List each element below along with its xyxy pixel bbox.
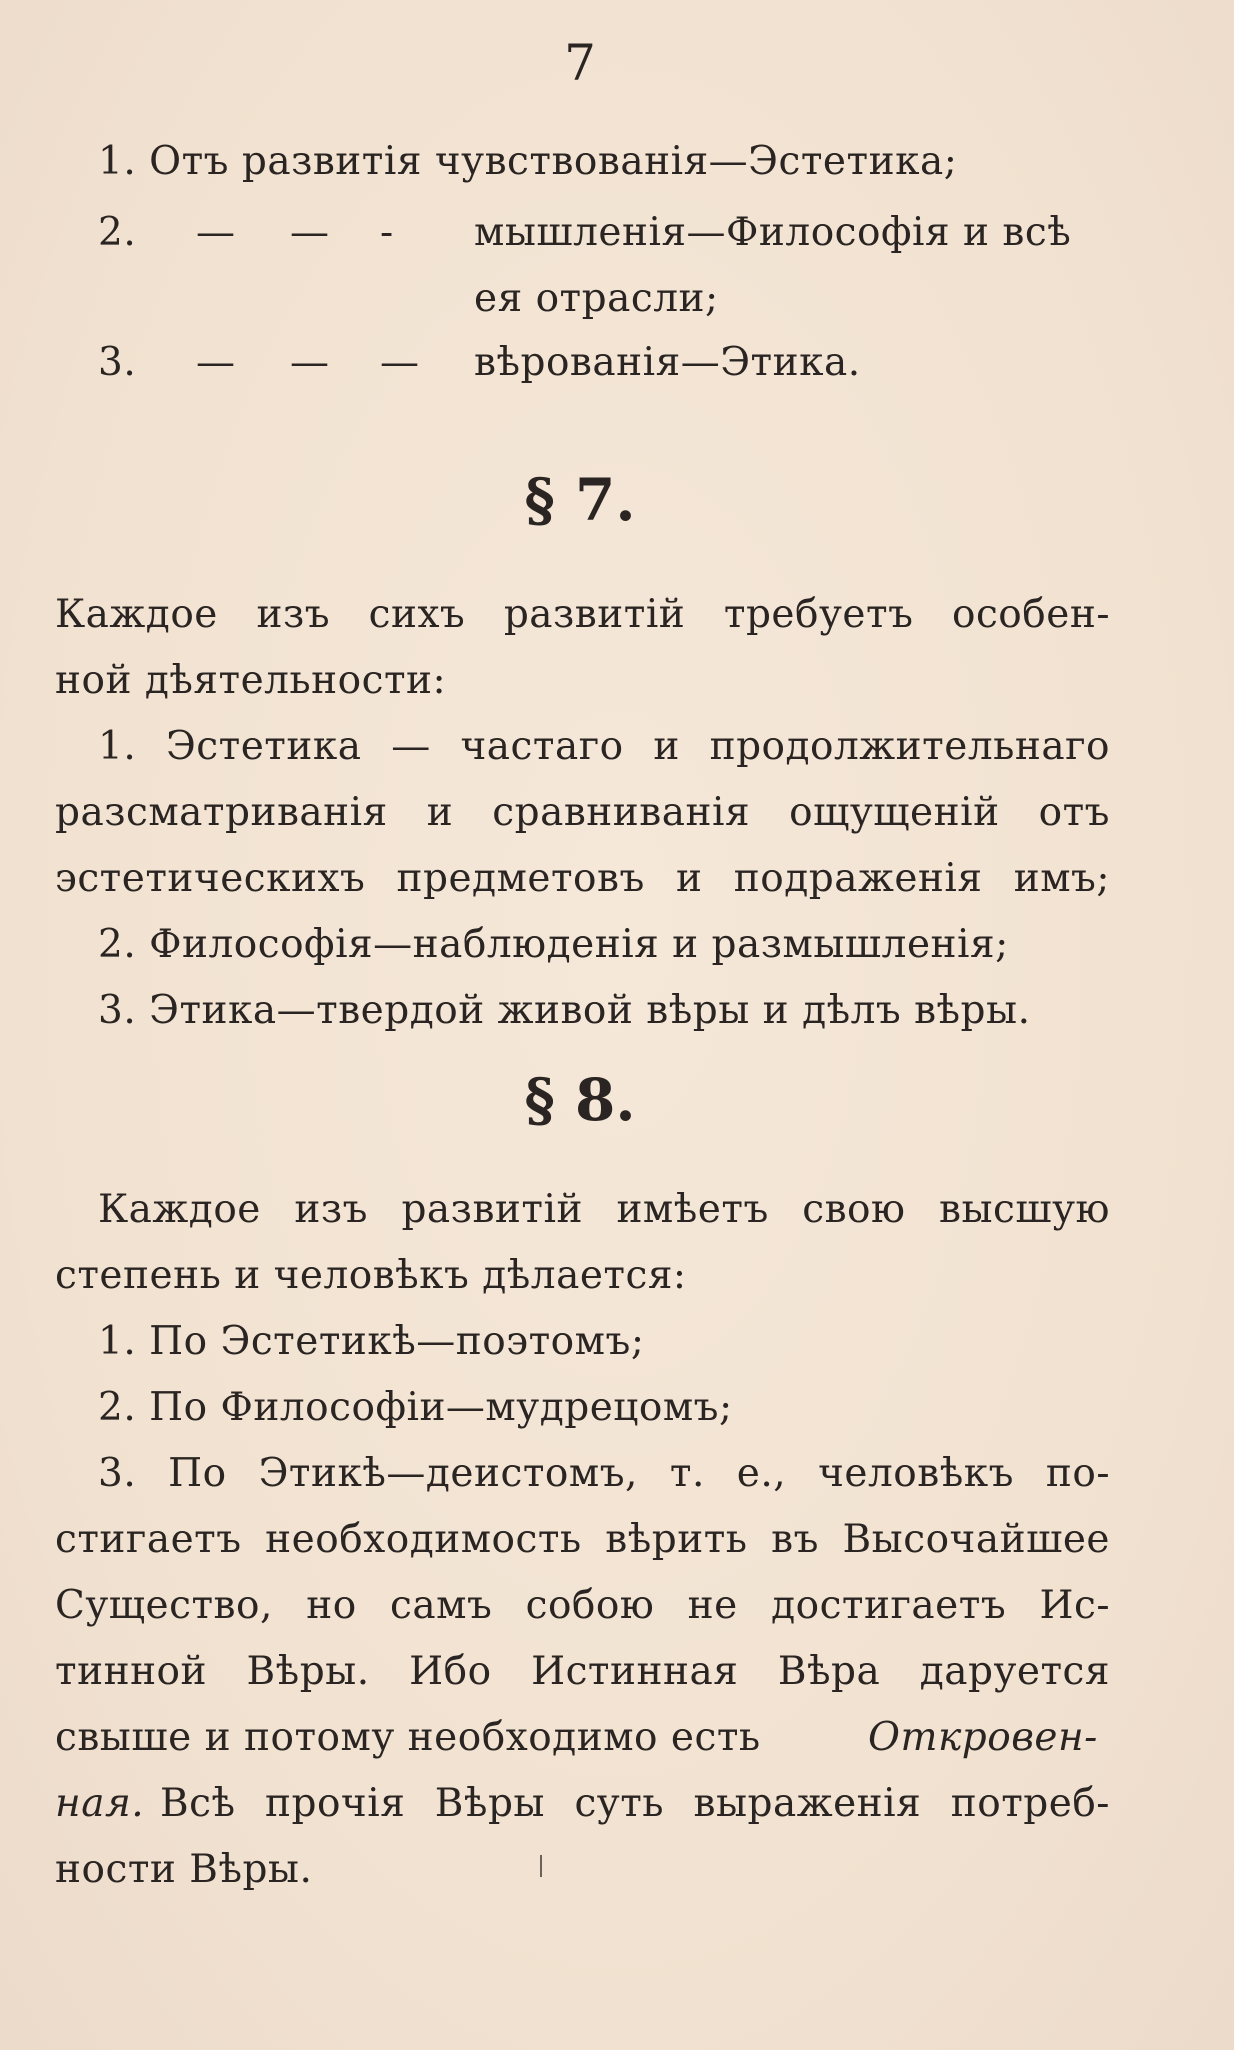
paragraph-line: 2. По Философіи—мудрецомъ; [98, 1385, 733, 1430]
section-8-heading: § 8. [524, 1066, 636, 1134]
paragraph-line: Существо, но самъ собою не достигаетъ Ис- [55, 1583, 1110, 1628]
ditto-dash: — [380, 340, 420, 385]
list-item-3-number: 3. [98, 340, 137, 385]
ditto-dash: — [196, 340, 236, 385]
paragraph-line: тинной Вѣры. Ибо Истинная Вѣра даруется [55, 1649, 1110, 1694]
italic-word-cont-text: ная. [55, 1781, 145, 1826]
list-item-2-text: мышленія—Философія и всѣ [474, 210, 1072, 255]
paragraph-line: 2. Философія—наблюденія и размышленія; [98, 922, 1009, 967]
list-item-2-number: 2. [98, 210, 137, 255]
italic-word-text: Откровен- [868, 1715, 1098, 1760]
section-7-heading: § 7. [524, 466, 636, 534]
list-item-1: 1. Отъ развитія чувствованія—Эстетика; [98, 139, 958, 184]
ditto-dash: — [196, 210, 236, 255]
italic-word [868, 1713, 1098, 1763]
paragraph-line: 1. Эстетика — частаго и продолжительнаго [98, 724, 1110, 769]
paragraph-line: степень и человѣкъ дѣлается: [55, 1253, 687, 1298]
paragraph-line: 3. Этика—твердой живой вѣры и дѣлъ вѣры. [98, 988, 1031, 1033]
ditto-dash: — [290, 210, 330, 255]
paragraph-line: ной дѣятельности: [55, 658, 447, 703]
list-item-3-text: вѣрованія—Этика. [474, 340, 861, 385]
paragraph-line: 1. По Эстетикѣ—поэтомъ; [98, 1319, 645, 1364]
paragraph-line: Каждое изъ сихъ развитій требуетъ особен- [55, 592, 1110, 637]
paragraph-line: стигаетъ необходимость вѣрить въ Высочайшее [55, 1517, 1110, 1562]
paragraph-line: 3. По Этикѣ—деистомъ, т. е., человѣкъ по- [98, 1451, 1110, 1496]
list-item-2-continuation: ея отрасли; [474, 276, 719, 321]
paragraph-line: ности Вѣры. [55, 1847, 313, 1892]
italic-word-continuation [55, 1779, 144, 1829]
paragraph-line: Всѣ прочія Вѣры суть выраженія потреб- [160, 1781, 1110, 1826]
paragraph-line: эстетическихъ предметовъ и подраженія имъ; [55, 856, 1110, 901]
print-mark [540, 1855, 542, 1877]
paragraph-line: свыше и потому необходимо есть [55, 1715, 761, 1760]
ditto-dash: - [380, 210, 394, 255]
ditto-dash: — [290, 340, 330, 385]
paragraph-line: Каждое изъ развитій имѣетъ свою высшую [98, 1187, 1110, 1232]
page-number: 7 [564, 34, 596, 92]
paragraph-line: разсматриванія и сравниванія ощущеній отъ [55, 790, 1110, 835]
